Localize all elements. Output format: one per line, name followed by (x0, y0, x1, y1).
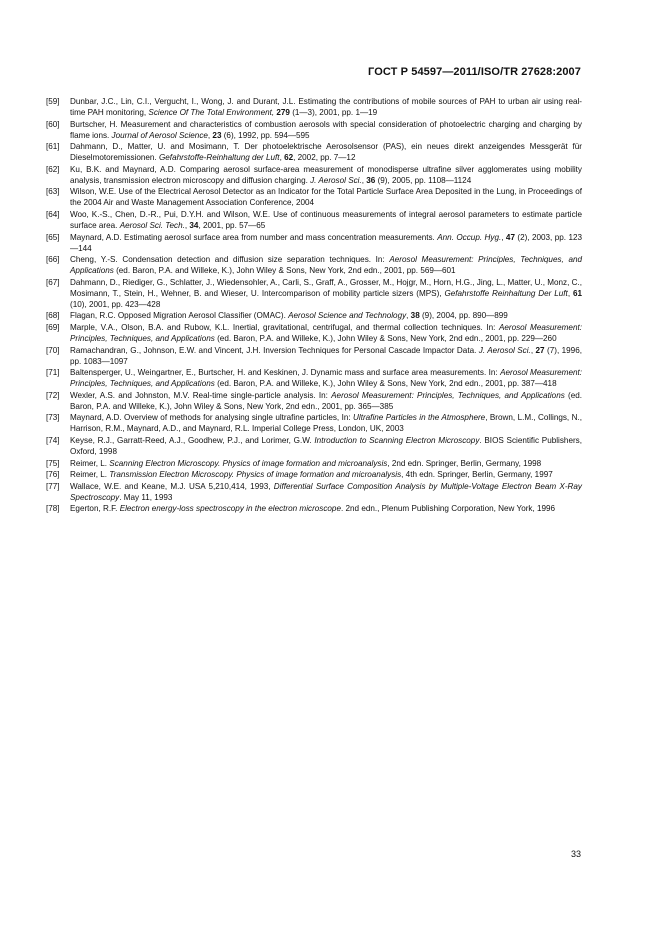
reference-item (46, 232, 582, 254)
reference-text (70, 254, 582, 276)
reference-text-segment: . BIOS Scientific Publishers, Oxford, 1998 (70, 435, 582, 456)
reference-text-segment: (ed. Baron, P.A. and Willeke, K.), John Wiley & Sons, New York, 2nd edn., 2001, pp. 229—260 (214, 333, 557, 343)
reference-text-segment: , 2001, pp. 57—65 (198, 221, 266, 231)
reference-volume-bold: 34 (189, 221, 199, 231)
reference-text (70, 412, 582, 434)
reference-text-segment: Maynard, A.D. Overview of methods for analysing single ultrafine particles, In: (70, 413, 354, 423)
reference-title-italic: Aerosol Measurement: Principles, Techniques, and Applications (70, 255, 582, 276)
reference-text-segment: Wallace, W.E. and Keane, M.J. USA 5,210,414, 1993, (70, 481, 274, 491)
reference-text-segment: Ramachandran, G., Johnson, E.W. and Vincent, J.H. Inversion Techniques for Personal Cascade Impactor Data. (70, 345, 479, 355)
reference-text (70, 345, 582, 367)
reference-text-segment: Marple, V.A., Olson, B.A. and Rubow, K.L. Inertial, gravitational, centrifugal, and thermal collection techniques. In: (70, 322, 499, 332)
reference-text-segment: . May 11, 1993 (119, 492, 173, 502)
reference-number: [64] (46, 209, 60, 219)
reference-number: [70] (46, 345, 60, 355)
reference-text-segment: , 2002, pp. 7—12 (293, 153, 356, 163)
reference-text (70, 390, 582, 412)
reference-volume-bold: 38 (410, 311, 420, 321)
reference-item (46, 503, 582, 514)
reference-text (70, 481, 582, 503)
reference-number: [76] (46, 470, 60, 480)
reference-volume-bold: 61 (572, 288, 583, 298)
reference-title-italic: Aerosol Science and Technology (288, 311, 407, 321)
page-number: 33 (570, 849, 581, 859)
reference-title-italic: J. Aerosol Sci. (310, 175, 362, 185)
reference-text-segment: (ed. Baron, P.A. and Willeke, K.), John Wiley & Sons, New York, 2nd edn., 2001, pp. 365—385 (70, 390, 583, 411)
reference-text-segment: Dahmann, D., Riediger, G., Schlatter, J., Wiedensohler, A., Carli, S., Graff, A., Grosser, M., Hojgr, M., Horn, H.G., Jing, L., Matter, U., Monz, C., Mosimann, T., Stein, H., Wehner, B. and Wieser, U. Intercomparison of mobility particle sizers (MPS), (70, 277, 582, 298)
reference-text-segment: Wexler, A.S. and Johnston, M.V. Real-time single-particle analysis. In: (70, 390, 332, 400)
reference-title-italic: Aerosol Measurement: Principles, Techniques, and Applications (70, 368, 582, 389)
reference-number: [59] (46, 97, 60, 106)
reference-text-segment: Wilson, W.E. Use of the Electrical Aerosol Detector as an Indicator for the Total Particle Surface Area Deposited in the Lung, in Proceedings of the 2004 Air and Waste Management Association Conference, 2004 (70, 187, 582, 208)
reference-text (70, 209, 582, 231)
reference-item (46, 141, 582, 163)
reference-text-segment: (ed. Baron, P.A. and Willeke, K.), John Wiley & Sons, New York, 2nd edn., 2001, pp. 569—601 (113, 266, 456, 276)
reference-item (46, 435, 582, 457)
reference-text-segment: , (279, 153, 285, 163)
reference-text (70, 367, 582, 389)
reference-item (46, 254, 582, 276)
reference-list (46, 96, 582, 515)
reference-text-segment: , 2nd edn. Springer, Berlin, Germany, 1998 (387, 458, 542, 468)
reference-title-italic: Aerosol Sci. Tech. (119, 221, 185, 231)
reference-title-italic: Aerosol Measurement: Principles, Techniques, and Applications (331, 390, 565, 400)
reference-item (46, 96, 582, 118)
reference-title-italic: Journal of Aerosol Science (111, 130, 208, 140)
reference-text (70, 469, 582, 480)
reference-item (46, 186, 582, 208)
reference-text-segment: Keyse, R.J., Garratt-Reed, A.J., Goodhew, P.J., and Lorimer, G.W. (70, 435, 315, 445)
reference-item (46, 164, 582, 186)
reference-title-italic: J. Aerosol Sci. (478, 345, 531, 355)
reference-text-segment: Maynard, A.D. Estimating aerosol surface area from number and mass concentration measurements. (70, 232, 438, 242)
reference-title-italic: Ann. Occup. Hyg. (437, 232, 502, 242)
reference-text-segment: Ku, B.K. and Maynard, A.D. Comparing aerosol surface-area measurement of monodisperse ultrafine silver agglomerates using mobility analysis, transmission electron microscopy and diffusion charging. (70, 164, 582, 185)
reference-text-segment: (6), 1992, pp. 594—595 (221, 130, 310, 140)
reference-title-italic: Gefahrstoffe-Reinhaltung der Luft (158, 153, 280, 163)
reference-text (70, 503, 582, 514)
reference-text-segment: Cheng, Y.-S. Condensation detection and diffusion size separation techniques. In: (70, 255, 390, 265)
reference-text-segment: Woo, K.-S., Chen, D.-R., Pui, D.Y.H. and Wilson, W.E. Use of continuous measurements of integral aerosol parameters to estimate particle surface area. (70, 209, 582, 231)
reference-item (46, 458, 582, 469)
reference-text-segment: , (501, 232, 506, 242)
reference-text-segment: Burtscher, H. Measurement and characteristics of combustion aerosols with special consideration of photoelectric charging and charging by flame ions. (70, 119, 582, 140)
reference-number: [77] (46, 481, 60, 491)
reference-item (46, 277, 582, 310)
reference-text-segment: (7), 1996, pp. 1083—1097 (70, 345, 582, 366)
reference-text-segment: Dahmann, D., Matter, U. and Mosimann, T. Der photoelektrische Aerosolsensor (PAS), ein neues direkt anzeigendes Messgerät für Dieselmotoremissionen. (70, 142, 582, 163)
reference-item (46, 481, 582, 503)
reference-number: [62] (46, 164, 60, 174)
reference-number: [75] (46, 458, 60, 468)
reference-number: [69] (46, 322, 60, 332)
reference-volume-bold: 62 (284, 153, 294, 163)
reference-text-segment: , 4th edn. Springer, Berlin, Germany, 1997 (401, 470, 553, 480)
reference-number: [63] (46, 187, 60, 197)
reference-number: [67] (46, 277, 60, 287)
reference-text (70, 119, 582, 141)
reference-title-italic: Scanning Electron Microscopy. Physics of image formation and microanalysis (109, 458, 388, 468)
reference-number: [72] (46, 390, 60, 400)
reference-text-segment: (9), 2005, pp. 1108—1124 (375, 175, 472, 185)
reference-text-segment: (ed. Baron, P.A. and Willeke, K.), John Wiley & Sons, New York, 2nd edn., 2001, pp. 387—418 (214, 379, 557, 389)
reference-item (46, 412, 582, 434)
reference-number: [66] (46, 255, 60, 265)
reference-number: [78] (46, 504, 60, 514)
reference-text-segment: , Brown, L.M., Collings, N., Harrison, R.M., Maynard, A.D., and Maynard, R.L. Imperial College Press, London, UK, 2003 (70, 413, 582, 434)
reference-text-segment: (9), 2004, pp. 890—899 (419, 311, 508, 321)
reference-text-segment: Reimer, L. (70, 470, 110, 480)
reference-text (70, 435, 582, 457)
reference-text-segment: Egerton, R.F. (70, 504, 120, 514)
reference-title-italic: Gefahrstoffe Reinhaltung Der Luft (444, 288, 568, 298)
reference-volume-bold: 23 (212, 130, 222, 140)
reference-number: [68] (46, 311, 60, 321)
reference-title-italic: Transmission Electron Microscopy. Physics of image formation and microanalysis (109, 470, 402, 480)
reference-number: [73] (46, 413, 60, 423)
reference-text (70, 232, 582, 254)
page-header: ГОСТ Р 54597—2011/ISO/TR 27628:2007 (368, 66, 581, 78)
reference-title-italic: Introduction to Scanning Electron Microscopy (314, 435, 480, 445)
reference-number: [61] (46, 142, 60, 152)
reference-text-segment: (2), 2003, pp. 123—144 (70, 232, 583, 253)
reference-text (70, 310, 582, 321)
reference-text-segment: , (567, 288, 573, 298)
reference-title-italic: Differential Surface Composition Analysis by Multiple-Voltage Electron Beam X-Ray Spectroscopy (70, 481, 582, 502)
reference-text-segment: , (406, 311, 411, 321)
reference-title-italic: Ultrafine Particles in the Atmosphere (353, 413, 486, 423)
reference-text (70, 277, 582, 310)
reference-item (46, 345, 582, 367)
reference-text-segment: Baltensperger, U., Weingartner, E., Burtscher, H. and Keskinen, J. Dynamic mass and surface area measurements. In: (70, 368, 501, 378)
reference-item (46, 469, 582, 480)
reference-volume-bold: 36 (366, 175, 376, 185)
reference-text (70, 186, 582, 208)
reference-text-segment: , (207, 130, 213, 140)
reference-item (46, 367, 582, 389)
reference-title-italic: Aerosol Measurement: Principles, Techniques, and Applications (70, 322, 582, 343)
reference-item (46, 119, 582, 141)
reference-number: [71] (46, 368, 60, 378)
reference-title-italic: Electron energy-loss spectroscopy in the electron microscope (119, 504, 341, 514)
reference-text (70, 141, 582, 163)
reference-number: [60] (46, 119, 60, 129)
reference-text-segment: Dunbar, J.C., Lin, C.I., Vergucht, I., Wong, J. and Durant, J.L. Estimating the contributions of mobile sources of PAH to urban air using real-time PAH monitoring, (70, 97, 582, 118)
reference-text-segment: , (361, 175, 367, 185)
reference-text-segment: (10), 2001, pp. 423—428 (70, 299, 161, 309)
reference-text-segment: . 2nd edn., Plenum Publishing Corporation, New York, 1996 (340, 504, 556, 514)
reference-volume-bold: 279 (276, 108, 290, 118)
reference-item (46, 310, 582, 321)
reference-item (46, 322, 582, 344)
reference-text-segment: Flagan, R.C. Opposed Migration Aerosol Classifier (OMAC). (70, 311, 289, 321)
reference-item (46, 390, 582, 412)
reference-item (46, 209, 582, 231)
reference-text-segment: , (184, 221, 190, 231)
reference-text (70, 96, 582, 118)
reference-text-segment: , (530, 345, 536, 355)
reference-volume-bold: 47 (505, 232, 515, 242)
reference-text (70, 164, 582, 186)
reference-number: [74] (46, 435, 60, 445)
reference-number: [65] (46, 232, 60, 242)
reference-text-segment: Reimer, L. (70, 458, 110, 468)
reference-volume-bold: 27 (535, 345, 545, 355)
reference-text-segment: (1—3), 2001, pp. 1—19 (289, 108, 378, 118)
reference-text (70, 322, 582, 344)
reference-text (70, 458, 582, 469)
reference-title-italic: Science Of The Total Environment, (148, 108, 275, 118)
